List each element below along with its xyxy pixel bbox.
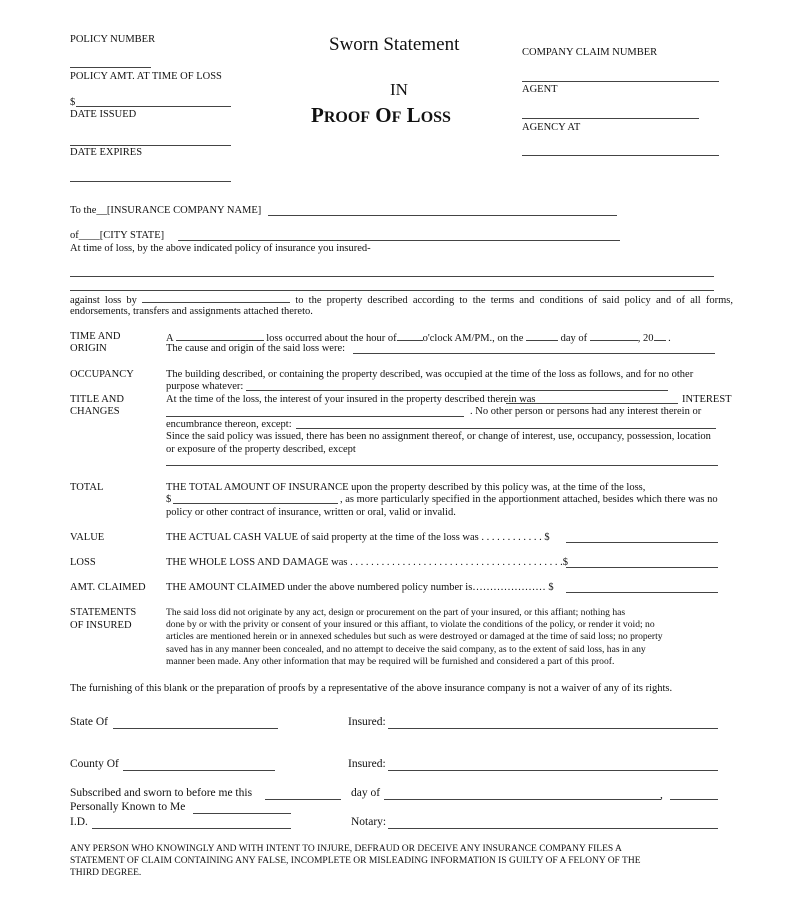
day-of-line[interactable] <box>384 799 661 800</box>
state-of-label: State Of <box>70 716 109 728</box>
statements-label-1: STATEMENTS <box>70 607 137 618</box>
at-time-text: At time of loss, by the above indicated policy of insurance you insured- <box>70 243 371 254</box>
policy-amt-label: POLICY AMT. AT TIME OF LOSS <box>70 71 222 82</box>
encumbrance-line[interactable] <box>296 428 716 429</box>
waiver-text: The furnishing of this blank or the preparation of proofs by a representative of the above insurance company is not a waiver of any of its rights. <box>70 683 673 694</box>
time-origin-label-2: ORIGIN <box>70 343 107 354</box>
agency-at-label: AGENCY AT <box>522 122 581 133</box>
title-changes-label-2: CHANGES <box>70 406 120 417</box>
to-the-line[interactable] <box>268 215 617 216</box>
statements-line-4: saved has in any manner been concealed, and no attempt to deceive the said company, as to the extent of said loss, has in any <box>166 644 646 655</box>
interest-text: At the time of the loss, the interest of your insured in the property described therein was <box>166 394 536 405</box>
against-loss-field[interactable] <box>142 292 290 303</box>
exposure-text: or exposure of the property described, except <box>166 444 356 455</box>
total-text: THE TOTAL AMOUNT OF INSURANCE upon the property described by this policy was, at the time of the loss, <box>166 482 646 493</box>
company-claim-number-label: COMPANY CLAIM NUMBER <box>522 47 658 58</box>
title-sworn-statement: Sworn Statement <box>329 34 460 55</box>
total-amount-line[interactable] <box>173 503 338 504</box>
county-of-line[interactable] <box>123 770 275 771</box>
hour-field[interactable] <box>397 330 423 341</box>
county-of-label: County Of <box>70 758 119 770</box>
statements-line-3: articles are mentioned herein or in annexed schedules but such as were destroyed or damaged at the time of said loss; no property <box>166 631 663 642</box>
date-expires-label: DATE EXPIRES <box>70 147 143 158</box>
interest-line-2[interactable] <box>166 416 464 417</box>
insured-line-sig-1[interactable] <box>388 728 718 729</box>
against-loss-text: against loss by to the property described according to the terms and conditions of said policy and of all forms, <box>70 292 733 307</box>
agency-at-line[interactable] <box>522 155 719 156</box>
insured-line-sig-2[interactable] <box>388 770 718 771</box>
day-of-comma: , <box>660 789 663 801</box>
id-label: I.D. <box>70 816 88 828</box>
dollar-sign: $ <box>70 97 76 108</box>
year-field[interactable] <box>654 330 666 341</box>
day-of-label: day of <box>351 787 381 799</box>
id-line[interactable] <box>92 828 291 829</box>
value-label: VALUE <box>70 532 105 543</box>
agent-label: AGENT <box>522 84 558 95</box>
amt-claimed-text: THE AMOUNT CLAIMED under the above numbered policy number is………………… $ <box>166 582 554 593</box>
apportionment-text: , as more particularly specified in the apportionment attached, besides which there was no <box>340 494 718 505</box>
total-dollar: $ <box>166 494 172 505</box>
loss-text: THE WHOLE LOSS AND DAMAGE was . . . . . . . . . . . . . . . . . . . . . . . . . . . . . . . . . . . . . . . . .$ <box>166 557 569 568</box>
cause-origin-line[interactable] <box>353 353 715 354</box>
claim-number-line[interactable] <box>522 81 719 82</box>
loss-label: LOSS <box>70 557 96 568</box>
value-line[interactable] <box>566 542 718 543</box>
interest-label: INTEREST <box>682 394 732 405</box>
warning-line-3: THIRD DEGREE. <box>70 868 142 878</box>
insured-line-2[interactable] <box>70 290 714 291</box>
month-field[interactable] <box>590 330 638 341</box>
insured-label-2: Insured: <box>348 758 386 770</box>
day-field[interactable] <box>526 330 558 341</box>
total-label: TOTAL <box>70 482 104 493</box>
agent-line[interactable] <box>522 118 699 119</box>
policy-number-line[interactable] <box>70 67 151 68</box>
occupancy-text: The building described, or containing the property described, was occupied at the time of the loss as follows, and for no other <box>166 369 694 380</box>
statements-line-5: manner been made. Any other information that may be required will be furnished and considered a part of this proof. <box>166 656 615 667</box>
personally-known-label: Personally Known to Me <box>70 801 186 813</box>
loss-type-field[interactable] <box>176 330 264 341</box>
notary-line[interactable] <box>388 828 718 829</box>
occupancy-line[interactable] <box>246 390 668 391</box>
title-in: IN <box>390 80 408 99</box>
subscribed-label: Subscribed and sworn to before me this <box>70 787 253 799</box>
occupancy-purpose: purpose whatever: <box>166 381 244 392</box>
warning-line-1: ANY PERSON WHO KNOWINGLY AND WITH INTENT TO INJURE, DEFRAUD OR DECEIVE ANY INSURANCE COMPANY FILES A <box>70 844 622 854</box>
to-the-label: To the__[INSURANCE COMPANY NAME] <box>70 205 262 216</box>
warning-line-2: STATEMENT OF CLAIM CONTAINING ANY FALSE, INCOMPLETE OR MISLEADING INFORMATION IS GUILTY OF A FELONY OF THE <box>70 856 641 866</box>
time-origin-line: A loss occurred about the hour of o'clock AM/PM., on the day of , 20 . <box>166 330 671 345</box>
statements-line-1: The said loss did not originate by any act, design or procurement on the part of your insured, or this affiant; nothing has <box>166 607 626 618</box>
state-of-line[interactable] <box>113 728 278 729</box>
title-changes-label-1: TITLE AND <box>70 394 124 405</box>
notary-label: Notary: <box>351 816 387 828</box>
policy-amt-line[interactable] <box>76 106 231 107</box>
since-policy-text: Since the said policy was issued, there has been no assignment thereof, or change of interest, use, occupancy, possession, location <box>166 431 711 442</box>
year-line[interactable] <box>670 799 718 800</box>
personally-known-line[interactable] <box>193 813 291 814</box>
value-text: THE ACTUAL CASH VALUE of said property at the time of the loss was . . . . . . . . . . . . $ <box>166 532 550 543</box>
title-proof-of-loss: PROOF OF LOSS <box>311 103 451 127</box>
interest-line[interactable] <box>506 403 678 404</box>
cause-origin-text: The cause and origin of the said loss were: <box>166 343 346 354</box>
time-origin-label-1: TIME AND <box>70 331 121 342</box>
amt-claimed-line[interactable] <box>566 592 718 593</box>
policy-contract-text: policy or other contract of insurance, written or oral, valid or invalid. <box>166 507 456 518</box>
insured-label-1: Insured: <box>348 716 386 728</box>
date-expires-line[interactable] <box>70 181 231 182</box>
encumbrance-text: encumbrance thereon, except: <box>166 419 292 430</box>
insured-line-1[interactable] <box>70 276 714 277</box>
occupancy-label: OCCUPANCY <box>70 369 134 380</box>
endorsements-text: endorsements, transfers and assignments attached thereto. <box>70 306 313 317</box>
loss-line[interactable] <box>566 567 718 568</box>
statements-line-2: done by or with the privity or consent of your insured or this affiant, to violate the conditions of the policy, or render it void; no <box>166 619 655 630</box>
date-issued-label: DATE ISSUED <box>70 109 137 120</box>
subscribed-line[interactable] <box>265 799 341 800</box>
of-line[interactable] <box>178 240 620 241</box>
exposure-line[interactable] <box>166 465 718 466</box>
statements-label-2: OF INSURED <box>70 620 132 631</box>
policy-number-label: POLICY NUMBER <box>70 34 156 45</box>
amt-claimed-label: AMT. CLAIMED <box>70 582 146 593</box>
of-label: of____[CITY STATE] <box>70 230 165 241</box>
no-other-person-text: . No other person or persons had any interest therein or <box>470 406 702 417</box>
